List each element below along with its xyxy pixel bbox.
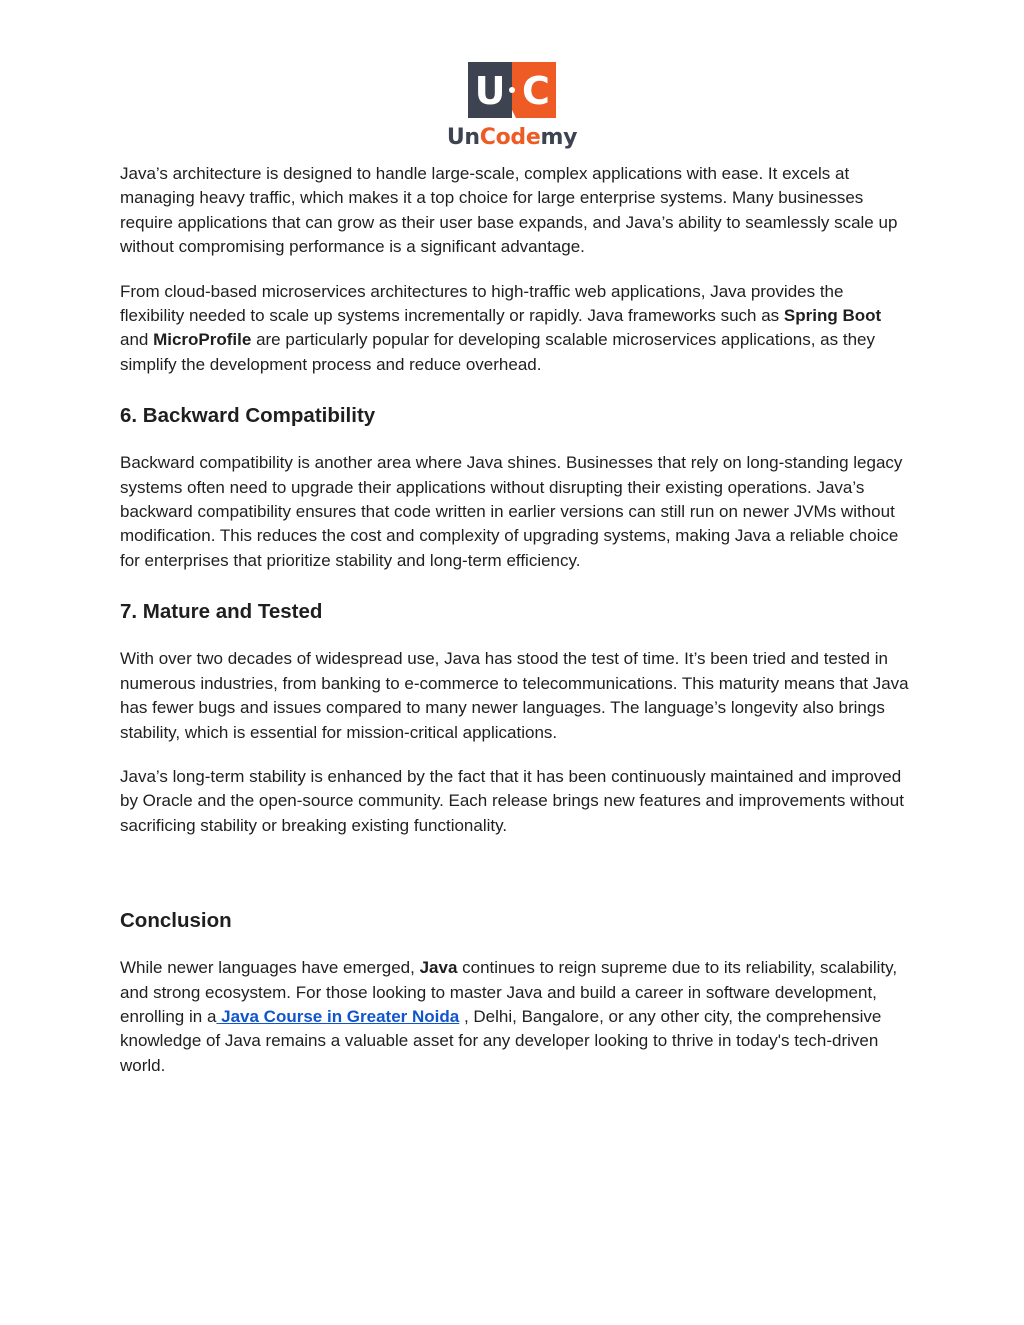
conclusion-heading: Conclusion bbox=[120, 909, 232, 933]
logo-word-part2: Code bbox=[479, 125, 541, 150]
intro-paragraph-2 bbox=[120, 280, 910, 378]
conclusion-text-c: , Delhi, Bangalore, or any other city, the comprehensive knowledge of Java remains a valuable asset for any developer looking to thrive in today's tech-driven world. bbox=[120, 1006, 882, 1075]
java-bold: Java bbox=[419, 958, 458, 978]
intro-p2-text-b: and bbox=[120, 330, 154, 350]
conclusion-paragraph bbox=[120, 956, 910, 1078]
microprofile-bold: MicroProfile bbox=[153, 330, 252, 350]
conclusion-text-a: While newer languages have emerged, bbox=[120, 958, 420, 978]
intro-p2-text-a: From cloud-based microservices architectures to high-traffic web applications, Java provides the flexibility needed to scale up systems incrementally or rapidly. Java frameworks such as bbox=[120, 281, 844, 326]
logo-mark-left-letter: U bbox=[474, 69, 506, 113]
intro-p2-text-c: are particularly popular for developing scalable microservices applications, as they simplify the development process and reduce overhead. bbox=[120, 330, 875, 374]
section-6-paragraph: Backward compatibility is another area where Java shines. Businesses that rely on long-standing legacy systems often need to upgrade their applications without disrupting their existing operations. Java’s backward compatibility ensures that code written in earlier versions can still run on newer JVMs without modification. This reduces the cost and complexity of upgrading systems, making Java a reliable choice for enterprises that prioritize stability and long-term efficiency. bbox=[120, 453, 903, 570]
section-7-paragraph-1: With over two decades of widespread use, Java has stood the test of time. It’s been tried and tested in numerous industries, from banking to e-commerce to telecommunications. This maturity means that Java has fewer bugs and issues compared to many newer languages. The language’s longevity also brings stability, which is essential for mission-critical applications. bbox=[120, 649, 909, 742]
logo-mark-right-letter: C bbox=[522, 69, 550, 113]
uncodemy-logo bbox=[441, 62, 583, 154]
logo-wordmark bbox=[441, 124, 583, 152]
section-6-heading: 6. Backward Compatibility bbox=[120, 404, 376, 428]
section-7-heading: 7. Mature and Tested bbox=[120, 600, 323, 624]
section-7-paragraph-2: Java’s long-term stability is enhanced by the fact that it has been continuously maintained and improved by Oracle and the open-source community. Each release brings new features and improvements without sacrificing stability or breaking existing functionality. bbox=[120, 766, 904, 835]
intro-paragraph-1: Java’s architecture is designed to handle large-scale, complex applications with ease. It excels at managing heavy traffic, which makes it a top choice for large enterprise systems. Many businesses require applications that can grow as their user base expands, and Java’s ability to seamlessly scale up without compromising performance is a significant advantage. bbox=[120, 164, 898, 257]
conclusion-text-b: continues to reign supreme due to its reliability, scalability, and strong ecosystem. For those looking to master Java and build a career in software development, enrolling in a bbox=[120, 958, 898, 1026]
logo-word-part1: Un bbox=[446, 125, 480, 150]
spring-boot-bold: Spring Boot bbox=[783, 306, 882, 326]
java-course-link[interactable]: Java Course in Greater Noida bbox=[216, 1006, 460, 1026]
document-body bbox=[120, 162, 910, 1078]
uncodemy-logo-mark bbox=[468, 62, 556, 118]
logo-word-part3: my bbox=[540, 125, 578, 150]
